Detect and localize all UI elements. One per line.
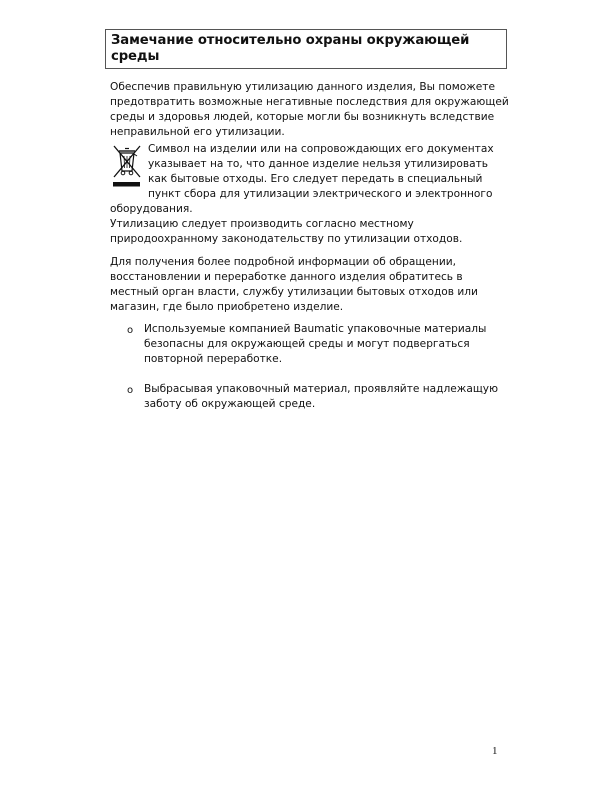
list-item-text: Используемые компанией Baumatic упаковочные материалы безопасны для окружающей среды и могут подвергаться повторной переработке. [144, 323, 487, 365]
bullet-list [125, 322, 510, 427]
bullet-marker: o [127, 325, 134, 336]
bullet-marker: o [127, 385, 134, 396]
weee-section [110, 142, 510, 247]
list-item [125, 322, 510, 367]
list-item-text: Выбрасывая упаковочный материал, проявляйте надлежащую заботу об окружающей среде. [144, 383, 498, 410]
intro-paragraph: Обеспечив правильную утилизацию данного изделия, Вы поможете предотвратить возможные негативные последствия для окружающей среды и здоровья людей, которые могли бы возникнуть вследствие неправильной его утилизации. [110, 81, 509, 138]
heading-box [105, 29, 507, 69]
list-item [125, 382, 510, 412]
weee-text: Символ на изделии или на сопровождающих его документах указывает на то, что данное изделие нельзя утилизировать как бытовые отходы. Его следует передать в специальный пункт сбора для утилизации электрического и электронного оборудования. [110, 143, 494, 215]
crossed-out-wheelie-bin-icon [110, 144, 143, 189]
weee-legislation-text: Утилизацию следует производить согласно местному природоохранному законодательству по утилизации отходов. [110, 218, 463, 245]
information-paragraph: Для получения более подробной информации об обращении, восстановлении и переработке данного изделия обратитесь в местный орган власти, службу утилизации бытовых отходов или магазин, где было приобретено изделие. [110, 256, 478, 313]
page-number: 1 [492, 745, 498, 757]
page-title: Замечание относительно охраны окружающей среды [111, 33, 470, 64]
